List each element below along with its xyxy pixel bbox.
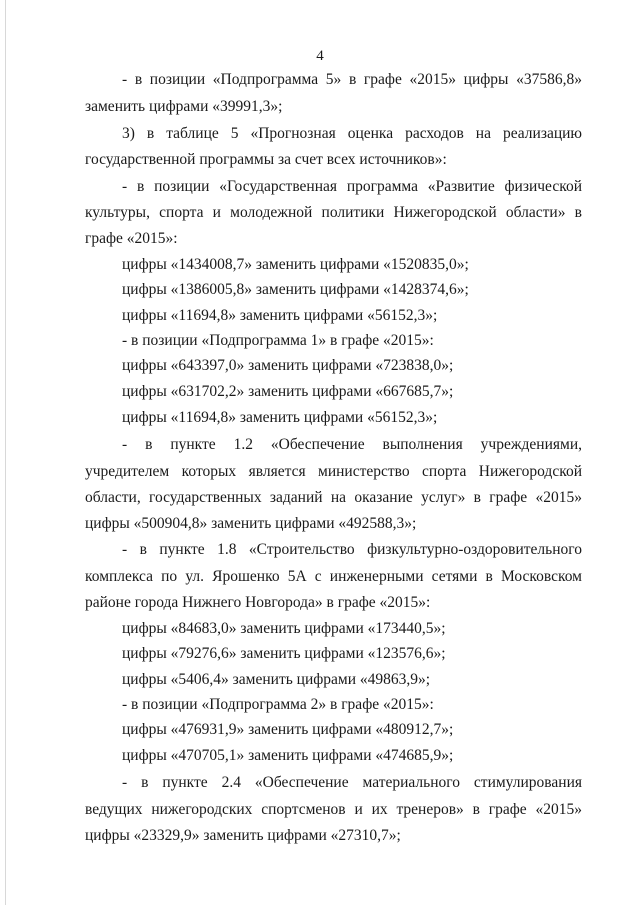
text-line: цифры «84683,0» заменить цифрами «173440,5»; — [122, 620, 446, 637]
text-line: ведущих нижегородских спортсменов и их тренеров» в графе «2015» — [85, 801, 582, 818]
text-line: цифры «631702,2» заменить цифрами «667685,7»; — [122, 383, 454, 400]
text-line: - в позиции «Подпрограмма 1» в графе «2015»: — [122, 332, 434, 349]
text-line: - в позиции «Подпрограмма 2» в графе «2015»: — [122, 696, 434, 713]
text-line: комплекса по ул. Ярошенко 5А с инженерными сетями в Московском — [85, 568, 582, 585]
text-line: цифры «476931,9» заменить цифрами «480912,7»; — [122, 721, 454, 738]
text-line: районе города Нижнего Новгорода» в графе «2015»: — [85, 594, 431, 611]
text-line: цифры «79276,6» заменить цифрами «123576,6»; — [122, 645, 446, 662]
text-line: графе «2015»: — [85, 230, 178, 247]
page-edge — [5, 0, 6, 905]
text-line: государственной программы за счет всех источников»: — [85, 151, 447, 168]
text-line: учредителем которых является министерство спорта Нижегородской — [85, 463, 582, 480]
text-line: цифры «1386005,8» заменить цифрами «1428374,6»; — [122, 281, 469, 298]
text-line: - в пункте 1.2 «Обеспечение выполнения учреждениями, — [122, 436, 582, 453]
text-line: цифры «500904,8» заменить цифрами «492588,3»; — [85, 515, 417, 532]
text-line: - в позиции «Государственная программа «Развитие физической — [122, 178, 582, 195]
text-line: заменить цифрами «39991,3»; — [85, 98, 283, 115]
text-line: - в пункте 2.4 «Обеспечение материального стимулирования — [122, 774, 582, 791]
text-line: цифры «11694,8» заменить цифрами «56152,3»; — [122, 409, 438, 426]
text-line: - в позиции «Подпрограмма 5» в графе «2015» цифры «37586,8» — [122, 71, 582, 88]
text-line: цифры «11694,8» заменить цифрами «56152,3»; — [122, 307, 438, 324]
text-line: - в пункте 1.8 «Строительство физкультурно-оздоровительного — [122, 541, 582, 558]
text-line: цифры «1434008,7» заменить цифрами «1520835,0»; — [122, 256, 469, 273]
text-line: области, государственных заданий на оказание услуг» в графе «2015» — [85, 489, 582, 506]
page-number: 4 — [316, 48, 324, 64]
text-line: цифры «5406,4» заменить цифрами «49863,9»; — [122, 671, 431, 688]
text-line: культуры, спорта и молодежной политики Нижегородской области» в — [85, 204, 582, 221]
text-line: цифры «470705,1» заменить цифрами «474685,9»; — [122, 747, 454, 764]
text-line: цифры «23329,9» заменить цифрами «27310,7»; — [85, 827, 401, 844]
text-line: цифры «643397,0» заменить цифрами «723838,0»; — [122, 357, 454, 374]
text-line: 3) в таблице 5 «Прогнозная оценка расходов на реализацию — [122, 125, 582, 142]
